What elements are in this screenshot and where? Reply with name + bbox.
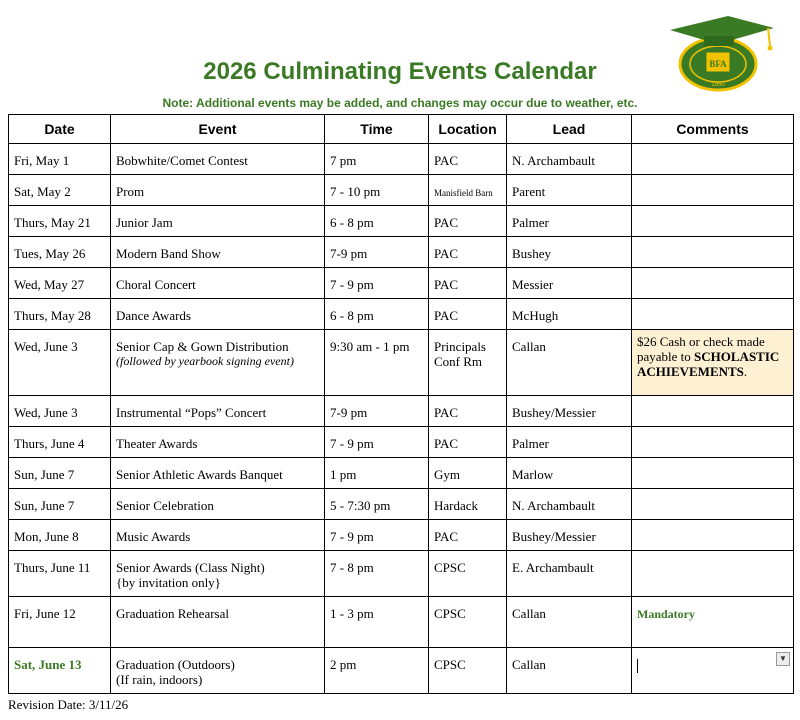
comment-bold-text: SCHOLASTIC ACHIEVEMENTS bbox=[637, 349, 780, 379]
cell-location: PAC bbox=[429, 144, 507, 175]
cell-location: PAC bbox=[429, 396, 507, 427]
header-date: Date bbox=[9, 115, 111, 144]
cell-lead: Bushey/Messier bbox=[507, 396, 632, 427]
cell-location: Hardack bbox=[429, 489, 507, 520]
table-row bbox=[9, 330, 794, 396]
table-row bbox=[9, 299, 794, 330]
revision-date: Revision Date: 3/11/26 bbox=[8, 697, 129, 712]
table-row bbox=[9, 458, 794, 489]
event-title: Senior Cap & Gown Distribution bbox=[116, 339, 289, 354]
cell-location: PAC bbox=[429, 268, 507, 299]
logo-monogram: BFA bbox=[709, 59, 727, 69]
cell-event: Prom bbox=[111, 175, 325, 206]
cell-comments-active[interactable] bbox=[632, 648, 794, 694]
cell-comments[interactable] bbox=[632, 299, 794, 330]
table-row bbox=[9, 144, 794, 175]
cell-time: 7 - 9 pm bbox=[325, 427, 429, 458]
cell-event bbox=[111, 551, 325, 597]
cell-event bbox=[111, 330, 325, 396]
header-location: Location bbox=[429, 115, 507, 144]
header-comments: Comments bbox=[632, 115, 794, 144]
cell-lead: Bushey/Messier bbox=[507, 520, 632, 551]
table-row bbox=[9, 396, 794, 427]
cell-time: 5 - 7:30 pm bbox=[325, 489, 429, 520]
cell-location: PAC bbox=[429, 520, 507, 551]
event-subtitle: (followed by yearbook signing event) bbox=[116, 354, 294, 368]
cell-location: PAC bbox=[429, 299, 507, 330]
cell-time: 7-9 pm bbox=[325, 396, 429, 427]
cell-event: Bobwhite/Comet Contest bbox=[111, 144, 325, 175]
text-cursor bbox=[637, 659, 638, 673]
cell-time: 2 pm bbox=[325, 648, 429, 694]
page-title: 2026 Culminating Events Calendar bbox=[203, 58, 597, 85]
cell-date: Tues, May 26 bbox=[9, 237, 111, 268]
graduation-date: Sat, June 13 bbox=[14, 657, 82, 672]
cell-time: 7 - 9 pm bbox=[325, 520, 429, 551]
cell-lead: Callan bbox=[507, 597, 632, 648]
table-row bbox=[9, 551, 794, 597]
chevron-down-icon[interactable]: ▼ bbox=[776, 652, 790, 666]
cell-time: 1 pm bbox=[325, 458, 429, 489]
table-row bbox=[9, 648, 794, 694]
page-note: Note: Additional events may be added, and changes may occur due to weather, etc. bbox=[162, 96, 638, 110]
event-title: Senior Awards (Class Night) bbox=[116, 560, 265, 575]
cell-time: 6 - 8 pm bbox=[325, 299, 429, 330]
cell-date: Thurs, June 11 bbox=[9, 551, 111, 597]
table-row bbox=[9, 489, 794, 520]
cell-lead: N. Archambault bbox=[507, 144, 632, 175]
cell-event: Graduation Rehearsal bbox=[111, 597, 325, 648]
cell-date: Wed, June 3 bbox=[9, 396, 111, 427]
cell-date: Wed, May 27 bbox=[9, 268, 111, 299]
cell-date: Wed, June 3 bbox=[9, 330, 111, 396]
cell-location: PAC bbox=[429, 206, 507, 237]
cell-lead: Callan bbox=[507, 330, 632, 396]
cell-comments[interactable] bbox=[632, 597, 794, 648]
cell-comments[interactable] bbox=[632, 427, 794, 458]
cell-time: 7-9 pm bbox=[325, 237, 429, 268]
table-header-row bbox=[9, 115, 794, 144]
cell-location: CPSC bbox=[429, 551, 507, 597]
event-subtitle: {by invitation only} bbox=[116, 575, 221, 590]
cell-comments[interactable] bbox=[632, 396, 794, 427]
table-row bbox=[9, 520, 794, 551]
cell-comments[interactable] bbox=[632, 489, 794, 520]
header-lead: Lead bbox=[507, 115, 632, 144]
table-row bbox=[9, 175, 794, 206]
cell-lead: Marlow bbox=[507, 458, 632, 489]
cell-comments[interactable] bbox=[632, 175, 794, 206]
cell-date: Fri, May 1 bbox=[9, 144, 111, 175]
cell-location: PAC bbox=[429, 427, 507, 458]
cell-event: Instrumental “Pops” Concert bbox=[111, 396, 325, 427]
comment-text: $26 Cash or check made payable to bbox=[637, 334, 765, 364]
logo-year: 1950 bbox=[711, 82, 725, 88]
cell-lead: Bushey bbox=[507, 237, 632, 268]
cell-lead: Messier bbox=[507, 268, 632, 299]
cell-time: 9:30 am - 1 pm bbox=[325, 330, 429, 396]
cell-comments[interactable] bbox=[632, 551, 794, 597]
cell-time: 1 - 3 pm bbox=[325, 597, 429, 648]
cell-lead: Palmer bbox=[507, 206, 632, 237]
cell-time: 7 - 8 pm bbox=[325, 551, 429, 597]
header-event: Event bbox=[111, 115, 325, 144]
mandatory-label: Mandatory bbox=[637, 607, 695, 621]
cell-location bbox=[429, 175, 507, 206]
cell-comments[interactable] bbox=[632, 458, 794, 489]
cell-location: CPSC bbox=[429, 648, 507, 694]
cell-date: Fri, June 12 bbox=[9, 597, 111, 648]
table-row bbox=[9, 597, 794, 648]
cell-lead: McHugh bbox=[507, 299, 632, 330]
cell-date: Sun, June 7 bbox=[9, 458, 111, 489]
events-table bbox=[8, 114, 794, 694]
cell-lead: Callan bbox=[507, 648, 632, 694]
cell-time: 6 - 8 pm bbox=[325, 206, 429, 237]
cell-event: Modern Band Show bbox=[111, 237, 325, 268]
cell-date: Sun, June 7 bbox=[9, 489, 111, 520]
cell-event: Senior Athletic Awards Banquet bbox=[111, 458, 325, 489]
cell-lead: E. Archambault bbox=[507, 551, 632, 597]
cell-event bbox=[111, 648, 325, 694]
event-subtitle: (If rain, indoors) bbox=[116, 672, 203, 687]
table-row bbox=[9, 268, 794, 299]
cell-comments[interactable] bbox=[632, 206, 794, 237]
cell-event: Junior Jam bbox=[111, 206, 325, 237]
cell-time: 7 - 9 pm bbox=[325, 268, 429, 299]
cell-event: Theater Awards bbox=[111, 427, 325, 458]
cell-event: Music Awards bbox=[111, 520, 325, 551]
cell-location: CPSC bbox=[429, 597, 507, 648]
cell-event: Dance Awards bbox=[111, 299, 325, 330]
header-time: Time bbox=[325, 115, 429, 144]
cell-date: Mon, June 8 bbox=[9, 520, 111, 551]
cell-event: Choral Concert bbox=[111, 268, 325, 299]
cell-event: Senior Celebration bbox=[111, 489, 325, 520]
cell-comments[interactable] bbox=[632, 520, 794, 551]
cell-lead: Palmer bbox=[507, 427, 632, 458]
cell-lead: Parent bbox=[507, 175, 632, 206]
cell-date: Sat, May 2 bbox=[9, 175, 111, 206]
cell-lead: N. Archambault bbox=[507, 489, 632, 520]
cell-date: Thurs, June 4 bbox=[9, 427, 111, 458]
cell-date bbox=[9, 648, 111, 694]
comment-end: . bbox=[743, 364, 748, 379]
cell-comments[interactable] bbox=[632, 268, 794, 299]
table-row bbox=[9, 206, 794, 237]
table-row bbox=[9, 427, 794, 458]
cell-date: Thurs, May 28 bbox=[9, 299, 111, 330]
cell-comments-highlighted[interactable] bbox=[632, 330, 794, 396]
location-text: Manisfield Barn bbox=[434, 188, 493, 198]
cell-date: Thurs, May 21 bbox=[9, 206, 111, 237]
table-row bbox=[9, 237, 794, 268]
cell-comments[interactable] bbox=[632, 237, 794, 268]
event-title: Graduation (Outdoors) bbox=[116, 657, 235, 672]
cell-time: 7 pm bbox=[325, 144, 429, 175]
cell-location: Gym bbox=[429, 458, 507, 489]
cell-location: Principals Conf Rm bbox=[429, 330, 507, 396]
cell-location: PAC bbox=[429, 237, 507, 268]
cell-comments[interactable] bbox=[632, 144, 794, 175]
cell-time: 7 - 10 pm bbox=[325, 175, 429, 206]
